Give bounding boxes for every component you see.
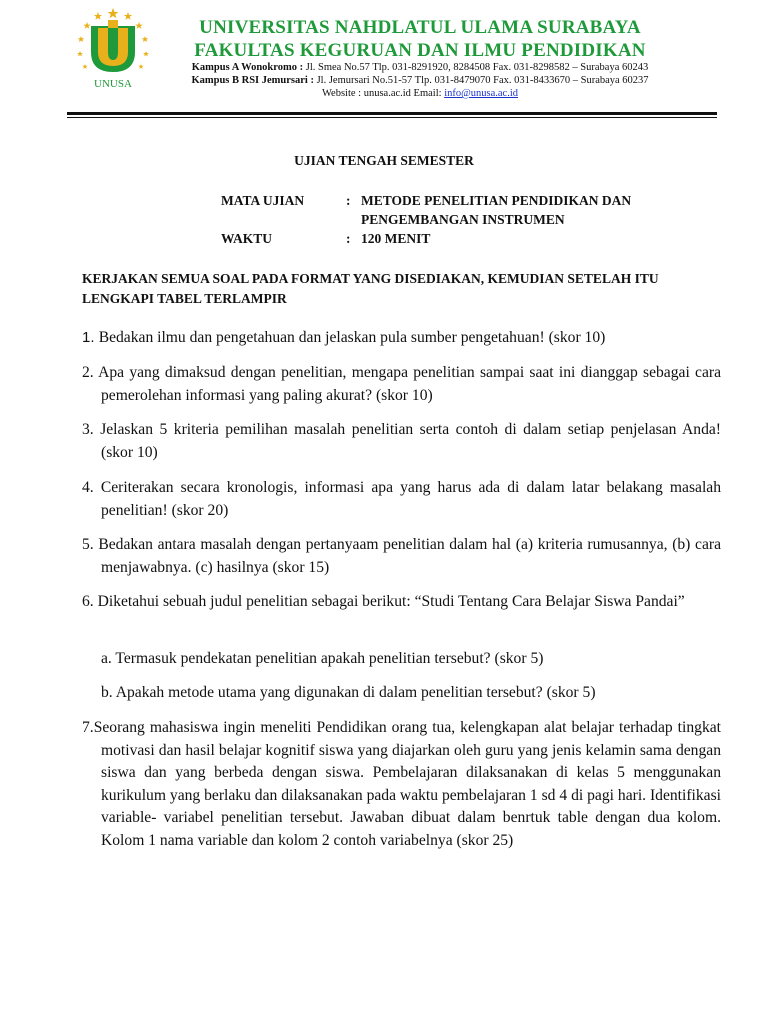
question-text: Bedakan antara masalah dengan pertanyaam penelitian dalam hal (a) kriteria rumusannya, (b) cara menjawabnya. (c) hasilnya (skor 15) <box>98 536 721 576</box>
campus-a-address <box>150 61 690 74</box>
question-text: Diketahui sebuah judul penelitian sebagai berikut: “Studi Tentang Cara Belajar Siswa Pandai” <box>97 593 685 610</box>
campus-a-label: Kampus A Wonokromo : <box>191 62 304 73</box>
question-number: 6. <box>82 593 98 610</box>
campus-b-label: Kampus B RSI Jemursari : <box>191 75 314 86</box>
time-colon: : <box>346 231 351 246</box>
campus-b-text: Jl. Jemursari No.51-57 Tlp. 031-8479070 Fax. 031-8433670 – Surabaya 60237 <box>313 75 649 86</box>
subject-value-line2: PENGEMBANGAN INSTRUMEN <box>361 212 565 227</box>
unusa-logo <box>74 6 152 92</box>
question-1 <box>82 327 721 350</box>
campus-b-address <box>150 74 690 87</box>
question-6 <box>82 591 721 614</box>
subject-colon: : <box>346 193 351 208</box>
question-text: Jelaskan 5 kriteria pemilihan masalah penelitian serta contoh di dalam setiap penjelasan Anda! (skor 10) <box>100 421 722 461</box>
header-rule-thin <box>67 117 717 118</box>
question-4 <box>82 477 721 522</box>
logo-emblem <box>91 20 135 72</box>
website-text: Website : unusa.ac.id Email: <box>321 88 445 99</box>
question-number: 3. <box>82 421 101 438</box>
time-value: 120 MENIT <box>361 231 431 246</box>
question-6b: b. Apakah metode utama yang digunakan di dalam penelitian tersebut? (skor 5) <box>101 684 596 701</box>
question-5 <box>82 534 721 579</box>
exam-title: UJIAN TENGAH SEMESTER <box>294 153 474 168</box>
question-text: Apa yang dimaksud dengan penelitian, mengapa penelitian sampai saat ini dianggap sebagai cara pemerolehan informasi yang paling akurat? (skor 10) <box>98 364 721 404</box>
contact-line <box>150 87 690 100</box>
logo-text: UNUSA <box>94 78 132 90</box>
subject-value-line1: METODE PENELITIAN PENDIDIKAN DAN <box>361 193 632 208</box>
campus-a-text: Jl. Smea No.57 Tlp. 031-8291920, 8284508 Fax. 031-8298582 – Surabaya 60243 <box>303 62 649 73</box>
question-2 <box>82 362 721 407</box>
question-text: Ceriterakan secara kronologis, informasi apa yang harus ada di dalam latar belakang masalah penelitian! (skor 20) <box>100 479 722 519</box>
university-name: UNIVERSITAS NAHDLATUL ULAMA SURABAYA <box>199 17 641 38</box>
question-number: 4. <box>82 479 101 496</box>
email-link[interactable]: info@unusa.ac.id <box>444 88 519 99</box>
subject-label: MATA UJIAN <box>221 193 305 208</box>
exam-instruction: KERJAKAN SEMUA SOAL PADA FORMAT YANG DISEDIAKAN, KEMUDIAN SETELAH ITU LENGKAPI TABEL TERLAMPIR <box>82 271 659 306</box>
question-6a: a. Termasuk pendekatan penelitian apakah penelitian tersebut? (skor 5) <box>101 650 544 667</box>
question-number: 1. <box>82 329 99 346</box>
header-rule-thick <box>67 112 717 115</box>
time-label: WAKTU <box>221 231 273 246</box>
question-number: 5. <box>82 536 99 553</box>
faculty-name: FAKULTAS KEGURUAN DAN ILMU PENDIDIKAN <box>194 40 646 61</box>
question-3 <box>82 419 721 464</box>
question-number: 7. <box>82 719 94 736</box>
question-text: Seorang mahasiswa ingin meneliti Pendidikan orang tua, kelengkapan alat belajar terhadap tingkat motivasi dan hasil belajar kognitif siswa yang diajarkan oleh guru yang jenis kelamin sama dengan siswa dan yang berbeda dengan siswa. Pembelajaran dilaksanakan di kelas 5 menggunakan kurikulum yang berlaku dan dilaksanakan pada waktu pembelajaran 1 sd 4 di pagi hari. Identifikasi variable- variabel penelitian tersebut. Jawaban dibuat dalam benrtuk table dengan dua kolom. Kolom 1 nama variable dan kolom 2 contoh variabelnya (skor 25) <box>93 719 721 849</box>
question-7 <box>82 717 721 852</box>
question-number: 2. <box>82 364 99 381</box>
question-text: Bedakan ilmu dan pengetahuan dan jelaskan pula sumber pengetahuan! (skor 10) <box>98 329 606 346</box>
